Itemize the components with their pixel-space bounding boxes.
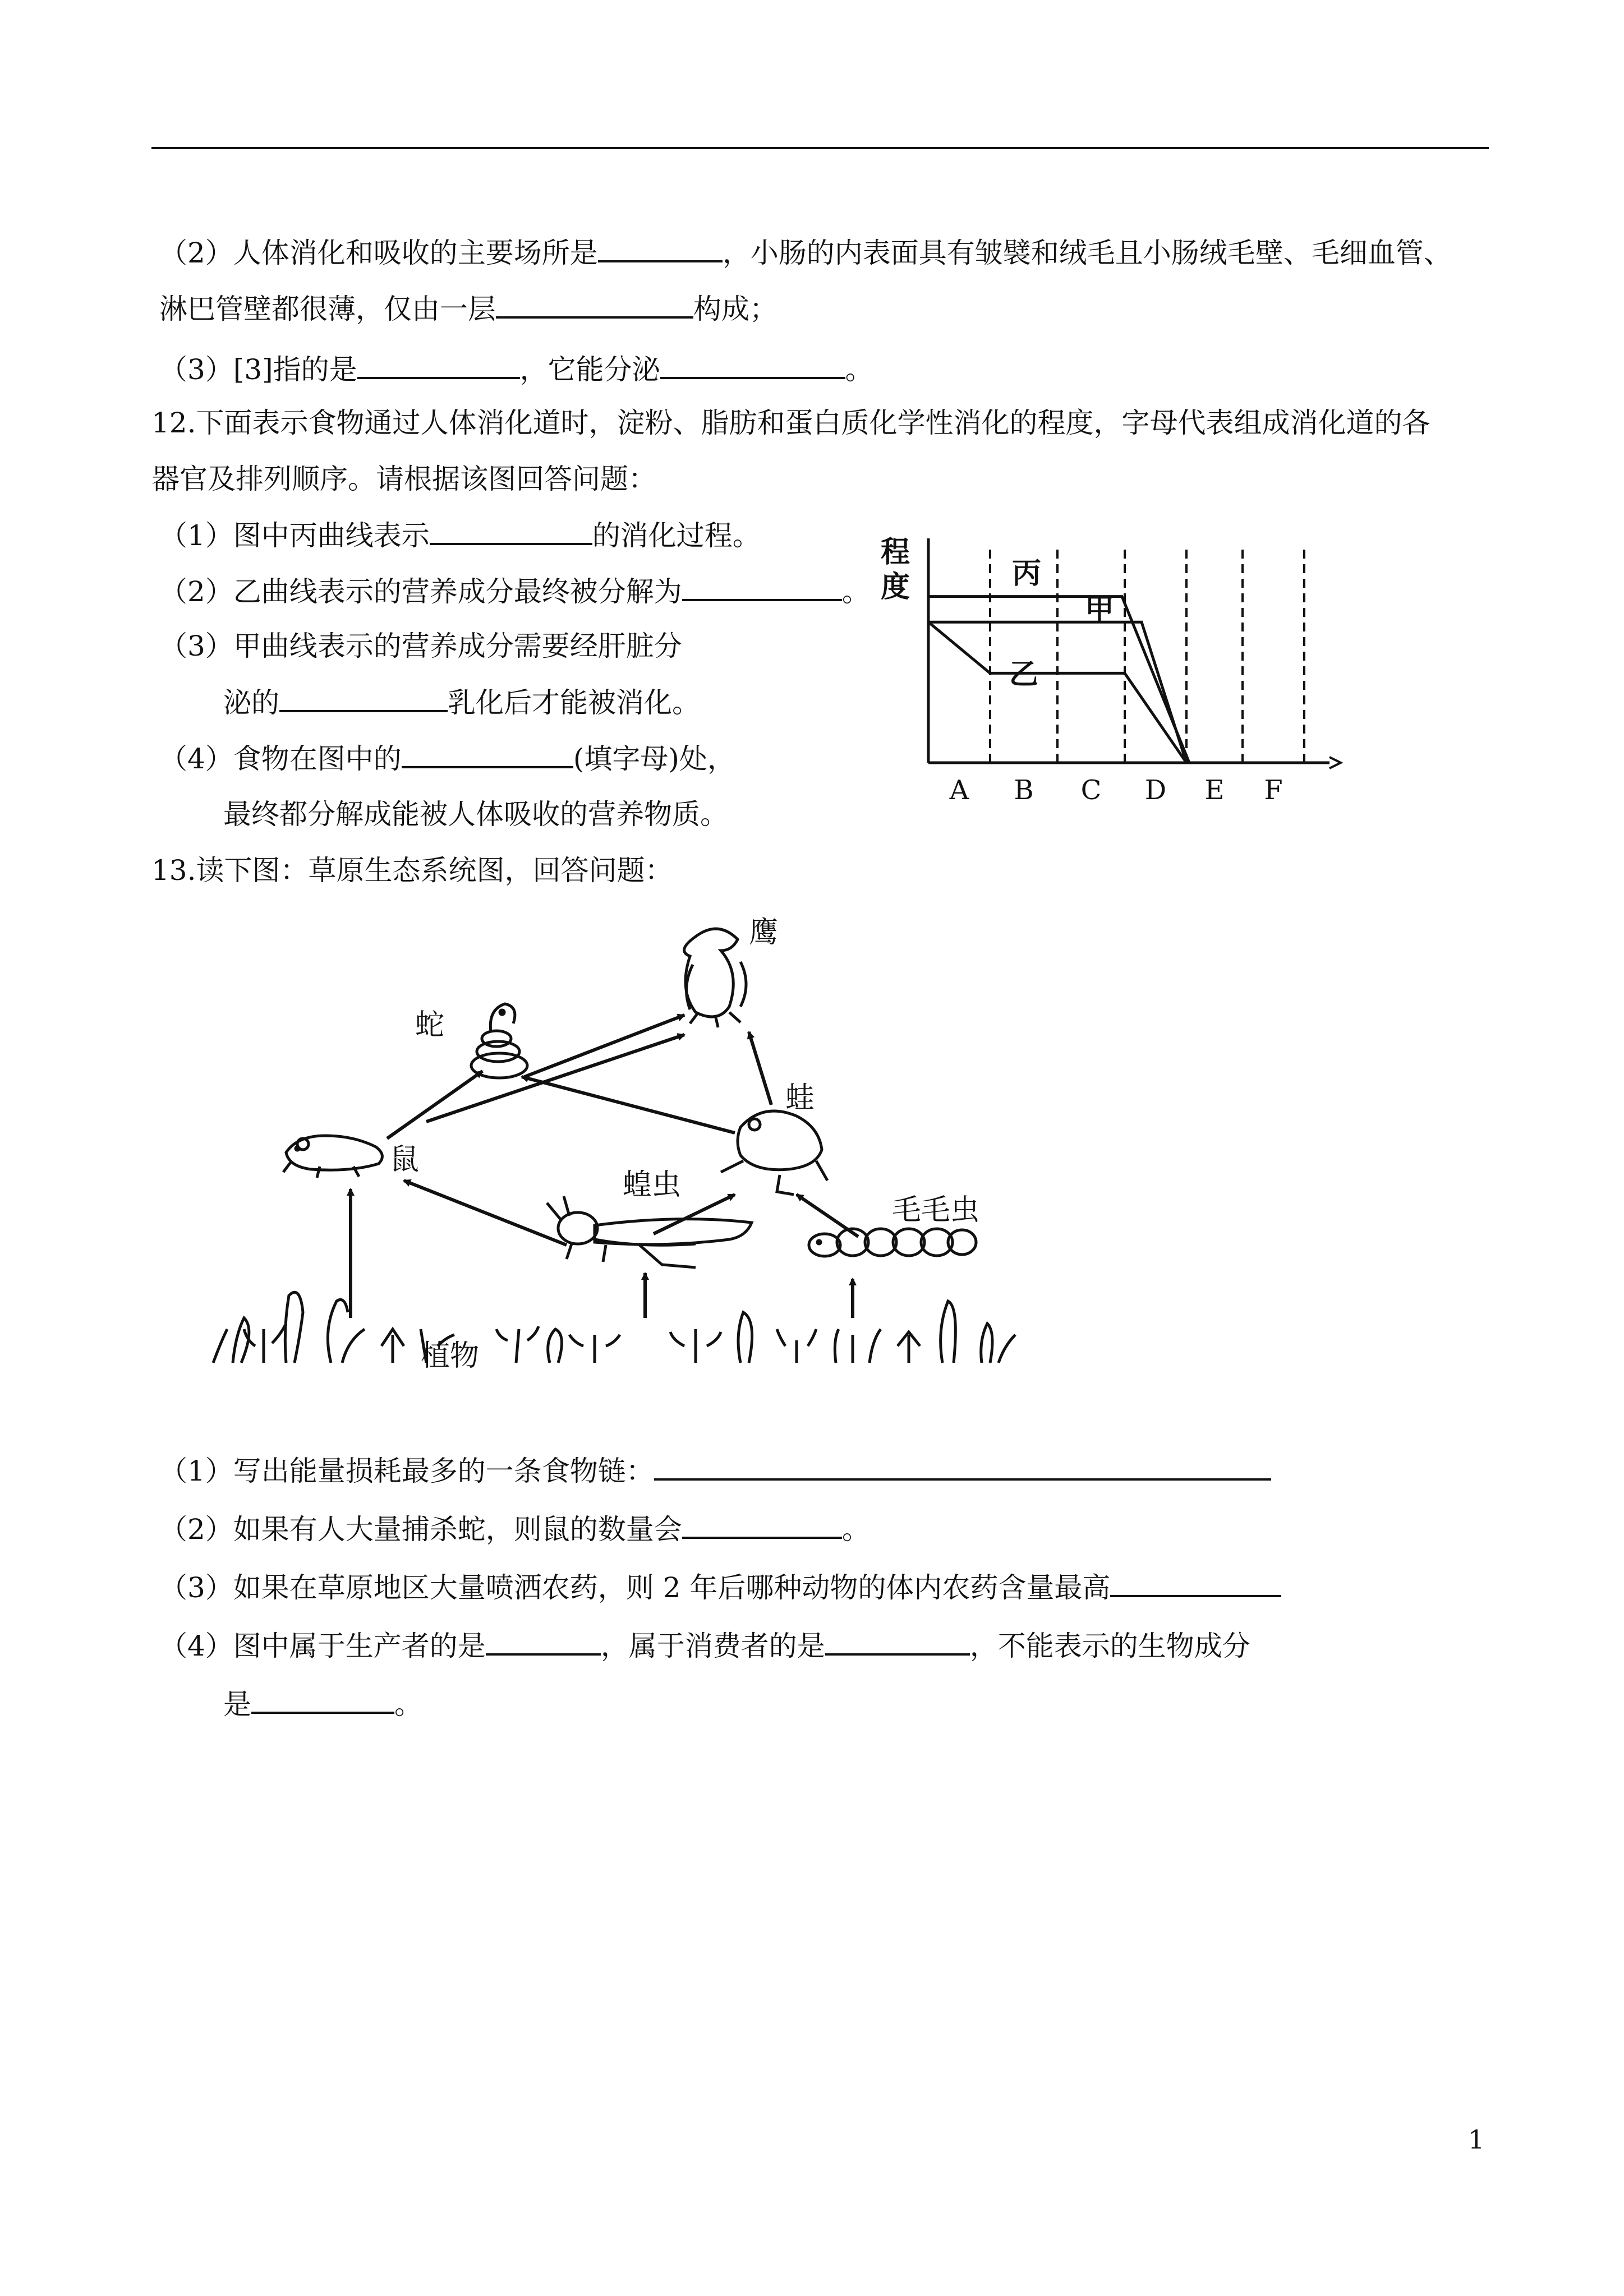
grassland-food-web xyxy=(202,897,1043,1380)
answer-blank[interactable] xyxy=(682,573,842,601)
caterpillar-icon xyxy=(809,1229,976,1256)
chart-tick-label: D xyxy=(1144,774,1167,806)
arrow-frog-to-eagle xyxy=(749,1032,771,1105)
arrow-snake-to-eagle xyxy=(525,1015,684,1077)
q13-part4-line2-end: 。 xyxy=(394,1688,422,1721)
answer-blank[interactable] xyxy=(357,351,520,379)
label-frog: 蛙 xyxy=(785,1081,815,1115)
locust-icon xyxy=(547,1196,752,1267)
answer-blank[interactable] xyxy=(402,740,573,768)
q13-part4-text-end: ，不能表示的生物成分 xyxy=(969,1630,1250,1662)
answer-blank[interactable] xyxy=(682,1511,842,1539)
chart-series-label: 丙 xyxy=(1011,556,1042,591)
frog-icon xyxy=(721,1111,827,1195)
q13-part3-text: （3）如果在草原地区大量喷洒农药，则 2 年后哪种动物的体内农药含量最高 xyxy=(159,1571,1111,1604)
label-mouse: 鼠 xyxy=(390,1143,420,1177)
plants-icon xyxy=(213,1292,1015,1363)
q12-part4-line1 xyxy=(159,740,735,777)
q12-part1-text: （1）图中丙曲线表示 xyxy=(159,519,430,552)
q13-part2-end: 。 xyxy=(841,1513,870,1546)
chart-tick-label: A xyxy=(949,774,969,806)
q11-part2-line1 xyxy=(159,234,1452,271)
answer-blank[interactable] xyxy=(1110,1569,1281,1597)
q12-part4-line2: 最终都分解成能被人体吸收的营养物质。 xyxy=(223,798,728,831)
answer-blank[interactable] xyxy=(496,291,693,319)
answer-blank[interactable] xyxy=(430,517,592,545)
q12-part1 xyxy=(159,517,761,554)
label-caterpillar: 毛毛虫 xyxy=(892,1193,980,1227)
q12-part2-text: （2）乙曲线表示的营养成分最终被分解为 xyxy=(159,575,682,608)
answer-blank[interactable] xyxy=(825,1628,970,1656)
q13-part2 xyxy=(159,1511,870,1547)
q13-stem: 13.读下图：草原生态系统图，回答问题： xyxy=(151,854,673,887)
chart-ylabel-char: 程 xyxy=(881,535,910,569)
q13-part1 xyxy=(159,1453,1271,1489)
q11-part3-end: 。 xyxy=(845,353,873,386)
header-rule xyxy=(151,147,1489,149)
q12-part3-line1: （3）甲曲线表示的营养成分需要经肝脏分 xyxy=(159,630,682,662)
q13-part4-line2 xyxy=(223,1686,422,1722)
answer-blank[interactable] xyxy=(279,684,448,712)
q11-part2-line2-end: 构成； xyxy=(693,293,778,325)
q11-part3 xyxy=(159,351,873,388)
q13-part3 xyxy=(159,1569,1281,1606)
answer-blank[interactable] xyxy=(486,1628,601,1656)
chart-tick-label: C xyxy=(1080,774,1102,806)
answer-blank[interactable] xyxy=(660,351,845,379)
q12-part3-line2 xyxy=(223,684,700,721)
q11-part2-text: （2）人体消化和吸收的主要场所是 xyxy=(159,237,598,269)
q12-part2-end: 。 xyxy=(841,575,870,608)
q12-part1-end: 的消化过程。 xyxy=(592,519,761,552)
chart-tick-label: B xyxy=(1014,774,1034,806)
arrow-mouse-to-snake xyxy=(387,1071,482,1138)
answer-blank[interactable] xyxy=(654,1453,1271,1481)
q12-part4-end: (填字母)处， xyxy=(573,743,735,775)
q13-part4-text: （4）图中属于生产者的是 xyxy=(159,1630,486,1662)
q13-part4 xyxy=(159,1628,1250,1664)
chart-series-label: 甲 xyxy=(1084,593,1115,627)
q12-part4-text: （4）食物在图中的 xyxy=(159,743,402,775)
answer-blank[interactable] xyxy=(251,1686,394,1714)
q12-part3-line2-end: 乳化后才能被消化。 xyxy=(448,686,700,719)
label-snake: 蛇 xyxy=(415,1008,445,1042)
mouse-icon xyxy=(283,1136,382,1178)
snake-icon xyxy=(471,1004,527,1078)
q13-part4-text-mid: ，属于消费者的是 xyxy=(600,1630,825,1662)
label-eagle: 鹰 xyxy=(749,916,779,949)
q13-part1-text: （1）写出能量损耗最多的一条食物链： xyxy=(159,1455,654,1487)
digestion-chart xyxy=(875,516,1346,808)
q11-part3-text-mid: ，它能分泌 xyxy=(519,353,660,386)
q13-part4-line2-text: 是 xyxy=(223,1688,251,1721)
q11-part3-text: （3）[3]指的是 xyxy=(159,353,357,386)
label-plants: 植物 xyxy=(421,1339,480,1373)
eagle-icon xyxy=(684,929,746,1027)
q12-stem-line1: 12.下面表示食物通过人体消化道时，淀粉、脂肪和蛋白质化学性消化的程度，字母代表组成消化道的各 xyxy=(151,407,1430,439)
chart-series xyxy=(928,597,1304,763)
arrow-locust-to-mouse xyxy=(404,1181,567,1245)
chart-tick-label: E xyxy=(1204,774,1225,806)
q12-stem-line2: 器官及排列顺序。请根据该图回答问题： xyxy=(151,463,656,495)
q11-part2-text-cont: ，小肠的内表面具有皱襞和绒毛且小肠绒毛壁、毛细血管、 xyxy=(722,237,1452,269)
chart-ylabel-char: 度 xyxy=(881,570,910,604)
arrow-frog-to-snake xyxy=(522,1077,735,1133)
q12-part3-line2-text: 泌的 xyxy=(223,686,279,719)
q13-part2-text: （2）如果有人大量捕杀蛇，则鼠的数量会 xyxy=(159,1513,682,1546)
q11-part2-line2 xyxy=(159,291,778,327)
label-locust: 蝗虫 xyxy=(623,1168,682,1202)
chart-labels xyxy=(881,535,1283,806)
q12-part2 xyxy=(159,573,870,610)
chart-tick-label: F xyxy=(1264,774,1283,806)
x-axis-arrowhead xyxy=(1329,757,1341,768)
chart-series-label: 乙 xyxy=(1009,657,1039,691)
q11-part2-line2-text: 淋巴管壁都很薄，仅由一层 xyxy=(159,293,496,325)
answer-blank[interactable] xyxy=(598,234,723,262)
page-number: 1 xyxy=(1468,2124,1485,2155)
